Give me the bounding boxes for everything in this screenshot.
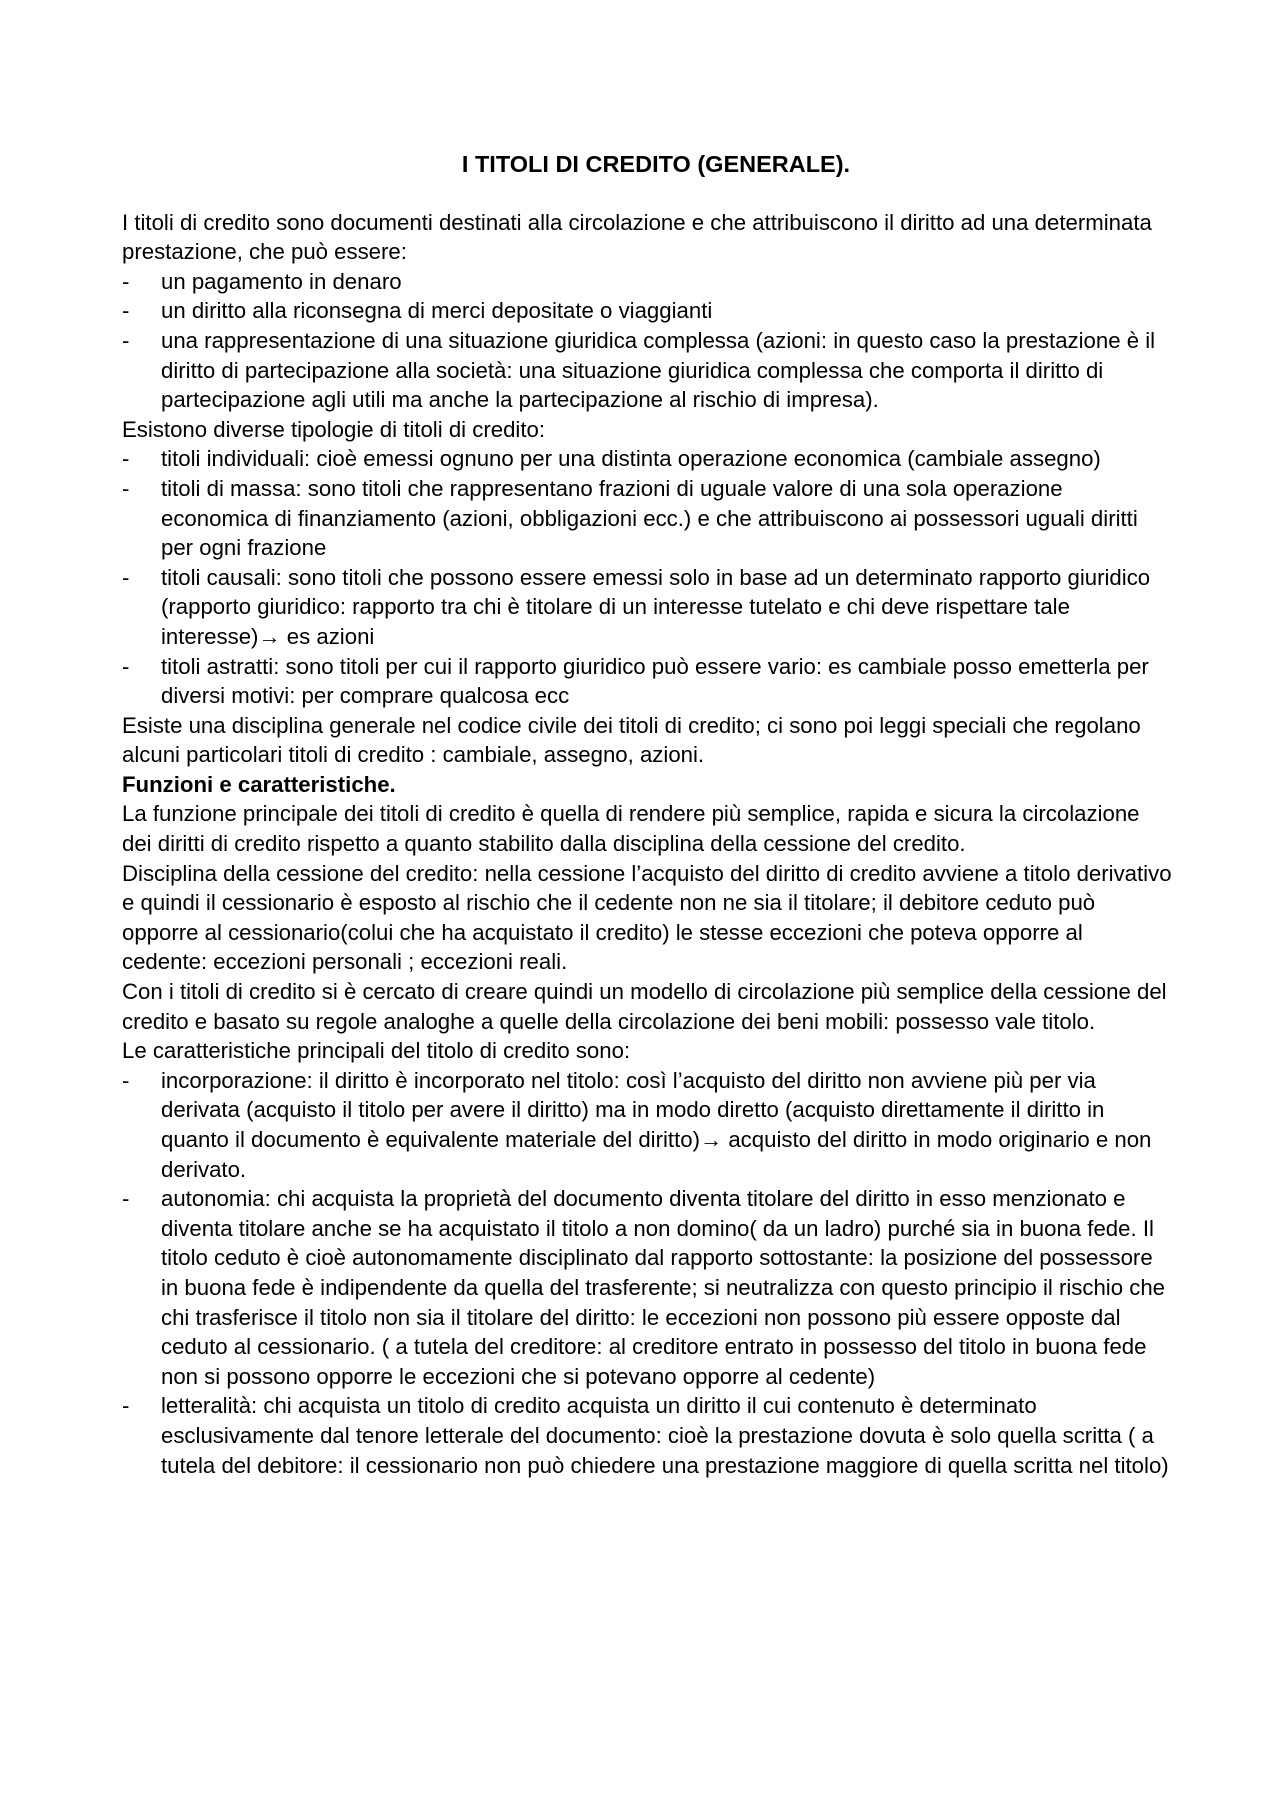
model-paragraph: Con i titoli di credito si è cercato di creare quindi un modello di circolazione più semplice della cessione del credito e basato su regole analoghe a quelle della circolazione dei beni mobili: possesso vale titolo. (122, 979, 1167, 1034)
dash-bullet: - (122, 1067, 130, 1093)
document-body (122, 150, 1172, 1480)
list-item-text: titoli astratti: sono titoli per cui il rapporto giuridico può essere vario: es cambiale posso emetterla per diversi motivi: per comprare qualcosa ecc (161, 653, 1149, 709)
list-item (122, 474, 1172, 563)
list-item (122, 1391, 1172, 1480)
dash-bullet: - (122, 446, 130, 472)
dash-bullet: - (122, 1186, 130, 1212)
intro-list (122, 267, 1172, 415)
list-item-text: una rappresentazione di una situazione giuridica complessa (azioni: in questo caso la prestazione è il diritto di partecipazione alla società: una situazione giuridica complessa che comporta il diritto di partecipazione agli utili ma anche la partecipazione al rischio di impresa). (161, 327, 1156, 413)
list-item-text: un diritto alla riconsegna di merci depositate o viaggianti (161, 298, 713, 324)
list-item-text: un pagamento in denaro (161, 268, 402, 294)
types-intro: Esistono diverse tipologie di titoli di credito: (122, 416, 546, 442)
dash-bullet: - (122, 564, 130, 590)
list-item-text: letteralità: chi acquista un titolo di credito acquista un diritto il cui contenuto è determinato esclusivamente dal tenore letterale del documento: cioè la prestazione dovuta è solo quella scritta ( a tutela del debitore: il cessionario non può chiedere una prestazione maggiore di quella scritta nel titolo) (161, 1393, 1169, 1478)
cessione-paragraph: Disciplina della cessione del credito: nella cessione l’acquisto del diritto di credito avviene a titolo derivativo e quindi il cessionario è esposto al rischio che il cedente non ne sia il titolare; il debitore ceduto può opporre al cessionario(colui che ha acquistato il credito) le stesse eccezioni che poteva opporre al cedente: eccezioni personali ; eccezioni reali. (122, 860, 1172, 975)
list-item (122, 1066, 1172, 1184)
document-title: I TITOLI DI CREDITO (GENERALE). (461, 151, 851, 177)
list-item-text: autonomia: chi acquista la proprietà del documento diventa titolare del diritto in esso menzionato e diventa titolare anche se ha acquistato il titolo a non domino( da un ladro) purché sia in buona fede. Il titolo ceduto è cioè autonomamente disciplinato dal rapporto sottostante: la posizione del possessore in buona fede è indipendente da quella del trasferente; si neutralizza con questo principio il rischio che chi trasferisce il titolo non sia il titolare del diritto: le eccezioni non possono più essere opposte dal ceduto al cessionario. ( a tutela del creditore: al creditore entrato in possesso del titolo in buona fede non si possono opporre le eccezioni che si potevano opporre al cedente) (161, 1186, 1166, 1389)
dash-bullet: - (122, 653, 130, 679)
types-list (122, 444, 1172, 710)
list-item (122, 296, 1172, 326)
dash-bullet: - (122, 298, 130, 324)
dash-bullet: - (122, 268, 130, 294)
function-paragraph: La funzione principale dei titoli di credito è quella di rendere più semplice, rapida e sicura la circolazione dei diritti di credito rispetto a quanto stabilito dalla disciplina della cessione del credito. (122, 801, 1140, 857)
dash-bullet: - (122, 1393, 130, 1419)
list-item-text: titoli individuali: cioè emessi ognuno per una distinta operazione economica (cambiale assegno) (161, 446, 1101, 472)
dash-bullet: - (122, 327, 130, 353)
list-item (122, 326, 1172, 415)
list-item (122, 652, 1172, 711)
list-item (122, 444, 1172, 474)
features-intro: Le caratteristiche principali del titolo di credito sono: (122, 1038, 631, 1064)
intro-paragraph: I titoli di credito sono documenti destinati alla circolazione e che attribuiscono il diritto ad una determinata prestazione, che può essere: (122, 209, 1152, 265)
section-heading: Funzioni e caratteristiche. (122, 771, 396, 797)
discipline-paragraph: Esiste una disciplina generale nel codice civile dei titoli di credito; ci sono poi leggi speciali che regolano alcuni particolari titoli di credito : cambiale, assegno, azioni. (122, 712, 1141, 768)
features-list (122, 1066, 1172, 1480)
list-item (122, 1184, 1172, 1391)
list-item (122, 563, 1172, 652)
list-item-text: titoli di massa: sono titoli che rappresentano frazioni di uguale valore di una sola operazione economica di finanziamento (azioni, obbligazioni ecc.) e che attribuiscono ai possessori uguali diritti per ogni frazione (161, 475, 1138, 561)
list-item (122, 267, 1172, 297)
list-item-text: titoli causali: sono titoli che possono essere emessi solo in base ad un determinato rapporto giuridico (rapporto giuridico: rapporto tra chi è titolare di un interesse tutelato e chi deve rispettare tale interesse)→ es azioni (161, 564, 1151, 649)
dash-bullet: - (122, 475, 130, 501)
list-item-text: incorporazione: il diritto è incorporato nel titolo: così l’acquisto del diritto non avviene più per via derivata (acquisto il titolo per avere il diritto) ma in modo diretto (acquisto direttamente il diritto in quanto il documento è equivalente materiale del diritto)→ acquisto del diritto in modo originario e non derivato. (161, 1067, 1152, 1182)
